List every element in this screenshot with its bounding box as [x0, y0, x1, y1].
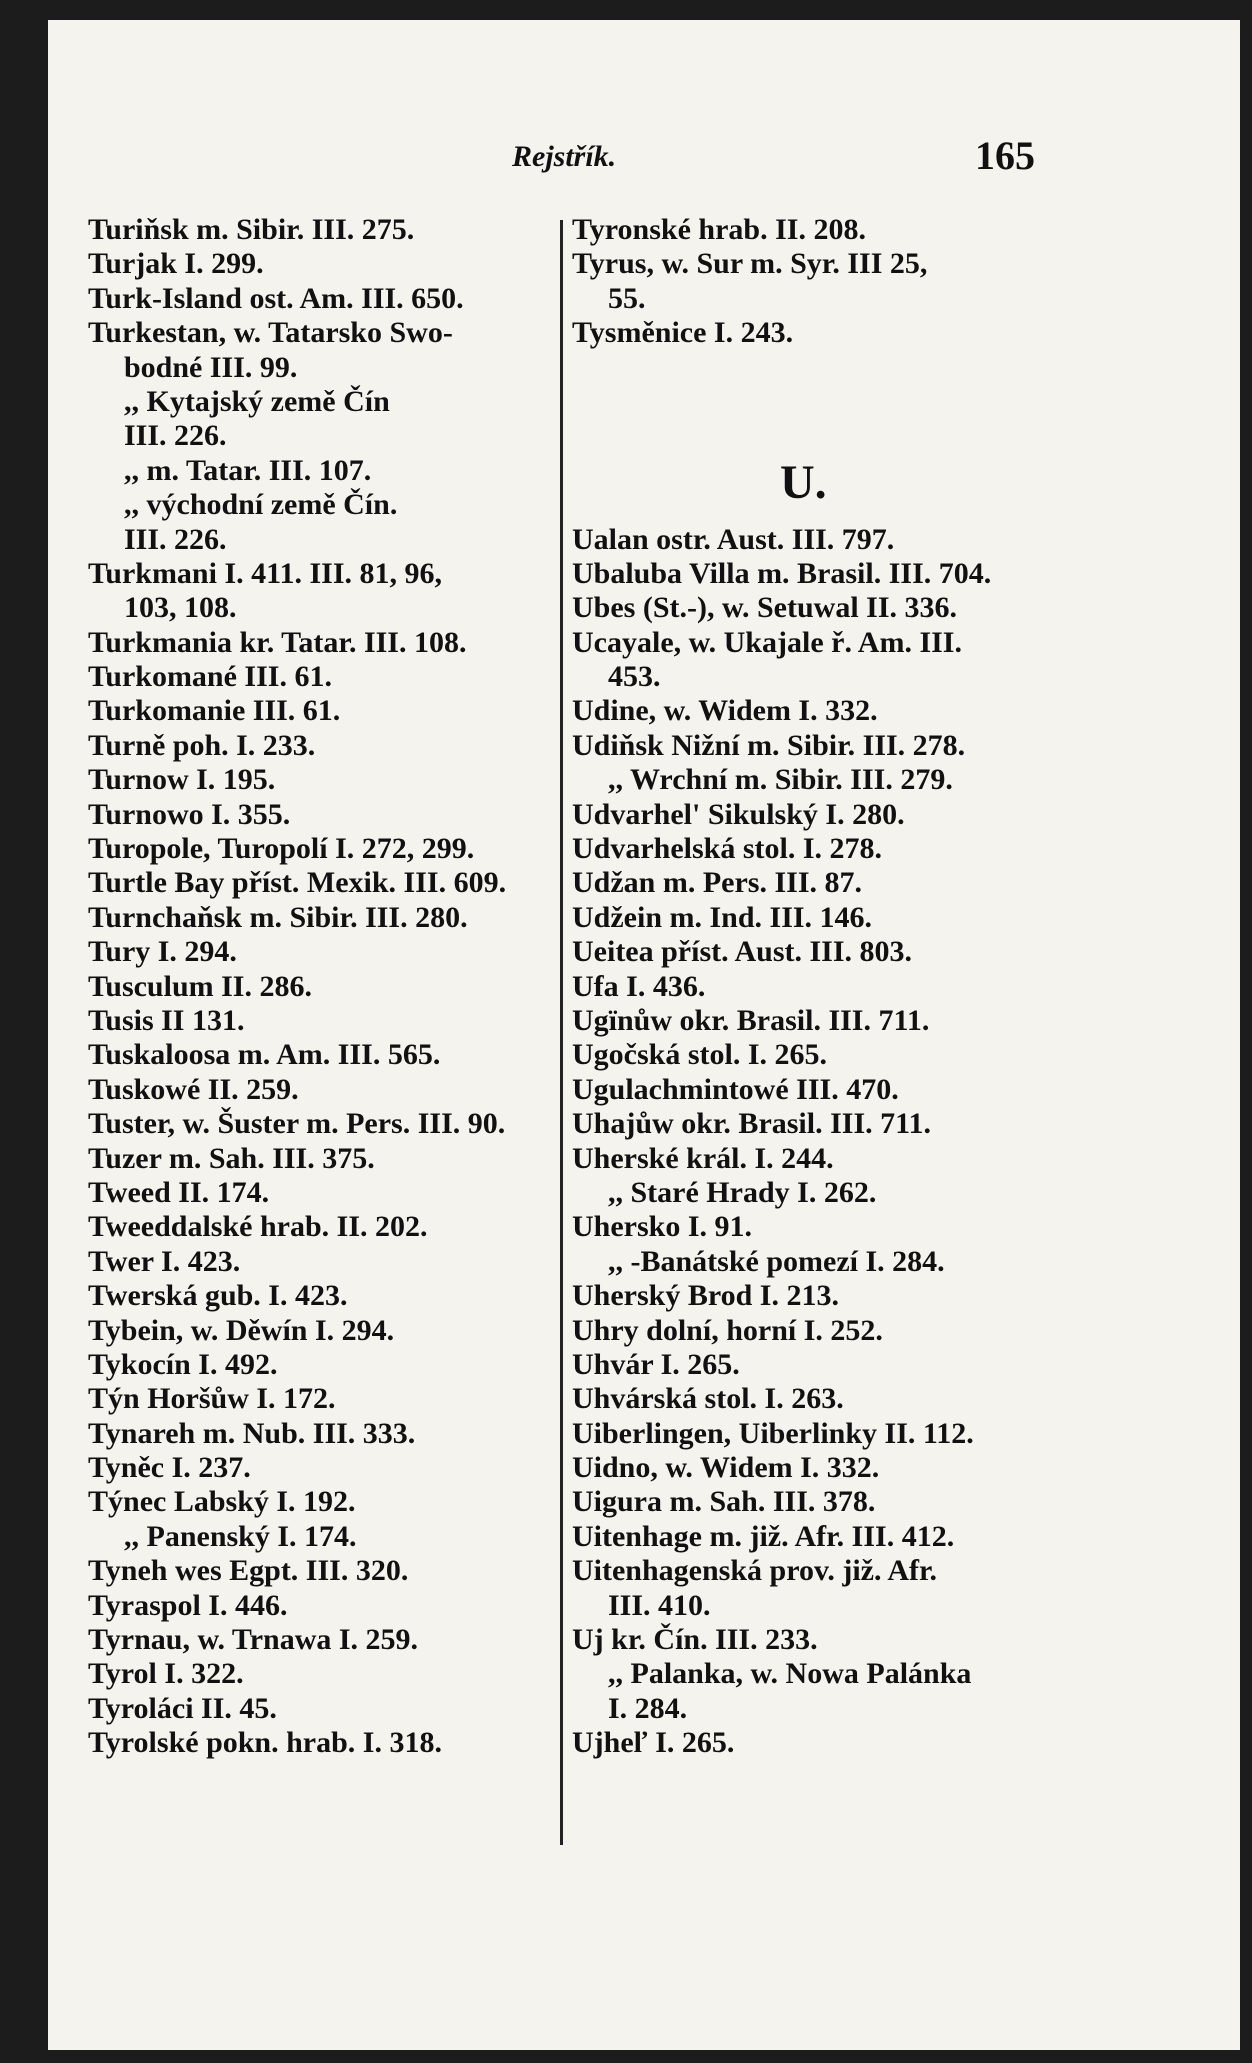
index-entry: Udžein m. Ind. III. 146.	[572, 900, 873, 934]
index-entry: Tusculum II. 286.	[88, 969, 312, 1003]
index-entry: Uhvár I. 265.	[572, 1347, 740, 1381]
index-entry: Tuzer m. Sah. III. 375.	[88, 1141, 375, 1175]
index-entry: Uhry dolní, horní I. 252.	[572, 1313, 883, 1347]
index-entry: 55.	[608, 281, 646, 315]
index-entry: Tyrus, w. Sur m. Syr. III 25,	[572, 247, 928, 281]
index-entry: Turně poh. I. 233.	[88, 728, 316, 762]
index-entry: Tweed II. 174.	[88, 1175, 270, 1209]
index-entry: Tykocín I. 492.	[88, 1347, 278, 1381]
column-divider	[560, 220, 563, 1845]
index-entry: Uherský Brod I. 213.	[572, 1279, 839, 1313]
index-entry: ,, Staré Hrady I. 262.	[608, 1175, 877, 1209]
index-entry: Tusis II 131.	[88, 1003, 245, 1037]
index-entry: ,, -Banátské pomezí I. 284.	[608, 1244, 945, 1278]
index-entry: III. 226.	[124, 522, 227, 556]
index-entry: Turnowo I. 355.	[88, 797, 291, 831]
index-entry: Tyroláci II. 45.	[88, 1691, 277, 1725]
index-entry	[572, 419, 1042, 453]
index-entry: Ufa I. 436.	[572, 969, 706, 1003]
index-entry: Twerská gub. I. 423.	[88, 1279, 348, 1313]
index-entry: Turkomané III. 61.	[88, 660, 332, 694]
index-entry: Tury I. 294.	[88, 935, 237, 969]
index-entry: Uiberlingen, Uiberlinky II. 112.	[572, 1416, 974, 1450]
index-entry	[572, 385, 1042, 419]
index-entry: Turiňsk m. Sibir. III. 275.	[88, 213, 415, 246]
index-entry: ,, Kytajský země Čín	[124, 384, 390, 418]
index-entry: Tyronské hrab. II. 208.	[572, 213, 866, 246]
index-entry: Turkmani I. 411. III. 81, 96,	[88, 556, 442, 590]
index-entry: I. 284.	[608, 1691, 688, 1725]
page-number: 165	[975, 133, 1035, 178]
index-entry: Turnchaňsk m. Sibir. III. 280.	[88, 900, 468, 934]
index-entry: Udžan m. Pers. III. 87.	[572, 866, 862, 900]
index-entry: Ujheľ I. 265.	[572, 1726, 735, 1760]
index-entry: Tysměnice I. 243.	[572, 316, 794, 350]
index-entry: ,, Palanka, w. Nowa Palánka	[608, 1657, 972, 1691]
index-entry: Turtle Bay příst. Mexik. III. 609.	[88, 866, 507, 900]
index-entry: Turkmania kr. Tatar. III. 108.	[88, 625, 467, 659]
index-entry: Tuskaloosa m. Am. III. 565.	[88, 1038, 441, 1072]
index-entry: Týnec Labský I. 192.	[88, 1485, 356, 1519]
section-letter: U.	[780, 456, 827, 509]
index-entry: Turjak I. 299.	[88, 247, 264, 281]
index-column-left	[88, 213, 558, 1761]
index-entry: Tyrol I. 322.	[88, 1657, 244, 1691]
index-entry: ,, východní země Čín.	[124, 488, 398, 522]
index-entry: III. 410.	[608, 1588, 711, 1622]
index-entry: Turkestan, w. Tatarsko Swo-	[88, 316, 453, 350]
index-entry: Ueitea příst. Aust. III. 803.	[572, 935, 913, 969]
index-entry: 453.	[608, 660, 661, 694]
index-entry	[572, 351, 1042, 385]
index-entry: Týn Horšůw I. 172.	[88, 1382, 336, 1416]
index-entry: ,, Panenský I. 174.	[124, 1519, 357, 1553]
index-entry: Twer I. 423.	[88, 1244, 241, 1278]
index-entry: Ugïnůw okr. Brasil. III. 711.	[572, 1003, 930, 1037]
index-entry: Uhersko I. 91.	[572, 1210, 753, 1244]
index-entry: Uherské král. I. 244.	[572, 1141, 834, 1175]
index-entry: III. 226.	[124, 419, 227, 453]
index-entry: Tyraspol I. 446.	[88, 1588, 288, 1622]
index-entry: 103, 108.	[124, 591, 237, 625]
index-entry: Ucayale, w. Ukajale ř. Am. III.	[572, 625, 962, 659]
index-entry: Ubaluba Villa m. Brasil. III. 704.	[572, 556, 992, 590]
index-entry: Tyněc I. 237.	[88, 1451, 251, 1485]
index-entry: Udvarhel' Sikulský I. 280.	[572, 797, 905, 831]
index-entry: Tyrnau, w. Trnawa I. 259.	[88, 1623, 419, 1657]
index-entry: Tweeddalské hrab. II. 202.	[88, 1210, 428, 1244]
index-entry: Tybein, w. Děwín I. 294.	[88, 1313, 395, 1347]
index-entry: bodné III. 99.	[124, 350, 298, 384]
running-title: Rejstřík.	[512, 140, 617, 173]
index-entry: Uhvárská stol. I. 263.	[572, 1382, 844, 1416]
index-entry: ,, m. Tatar. III. 107.	[124, 453, 372, 487]
index-entry: Uhajůw okr. Brasil. III. 711.	[572, 1107, 931, 1141]
index-entry: Udiňsk Nižní m. Sibir. III. 278.	[572, 728, 966, 762]
index-entry: Uitenhage m. již. Afr. III. 412.	[572, 1519, 955, 1553]
page-header	[0, 0, 1252, 200]
index-entry: Tuster, w. Šuster m. Pers. III. 90.	[88, 1107, 506, 1141]
index-entry: Udine, w. Widem I. 332.	[572, 694, 878, 728]
index-entry: Uitenhagenská prov. již. Afr.	[572, 1554, 938, 1588]
index-entry: ,, Wrchní m. Sibir. III. 279.	[608, 763, 953, 797]
index-entry: Ugočská stol. I. 265.	[572, 1038, 828, 1072]
index-entry: Turnow I. 195.	[88, 763, 276, 797]
index-entry: Tyrolské pokn. hrab. I. 318.	[88, 1726, 442, 1760]
index-entry: Ubes (St.-), w. Setuwal II. 336.	[572, 591, 958, 625]
index-entry: Turopole, Turopolí I. 272, 299.	[88, 832, 475, 866]
index-entry: Tyneh wes Egpt. III. 320.	[88, 1554, 409, 1588]
index-entry: Ugulachmintowé III. 470.	[572, 1072, 899, 1106]
index-entry: Tuskowé II. 259.	[88, 1072, 299, 1106]
index-entry: Tynareh m. Nub. III. 333.	[88, 1416, 416, 1450]
index-entry: Turk-Island ost. Am. III. 650.	[88, 281, 464, 315]
index-entry: Turkomanie III. 61.	[88, 694, 341, 728]
index-column-right	[572, 213, 1042, 1761]
index-entry: Uidno, w. Widem I. 332.	[572, 1451, 880, 1485]
index-entry: Udvarhelská stol. I. 278.	[572, 832, 883, 866]
index-entry: Ualan ostr. Aust. III. 797.	[572, 522, 895, 556]
index-entry: Uj kr. Čín. III. 233.	[572, 1623, 818, 1657]
index-entry: Uigura m. Sah. III. 378.	[572, 1485, 876, 1519]
